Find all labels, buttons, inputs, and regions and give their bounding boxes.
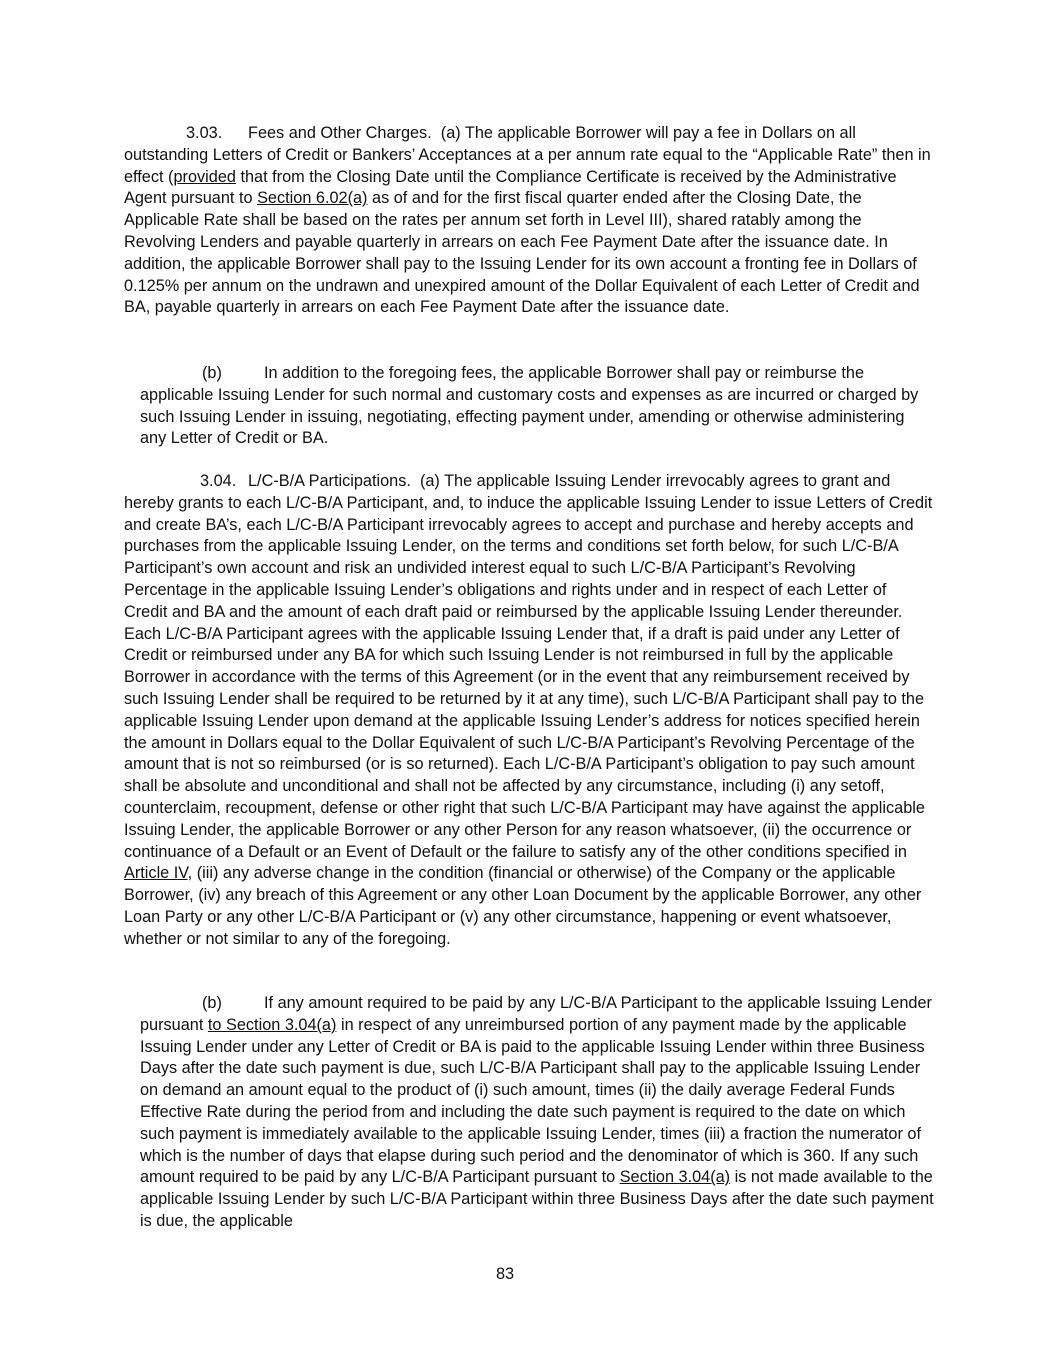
section-reference-link[interactable]: Section 6.02(a) (257, 189, 368, 208)
body-text: , (iii) any adverse change in the condition (financial or otherwise) of the Company or the applicable Borrower, (iv) any breach of this Agreement or any other Loan Document by the applicable Borrower, any other Loan Party or any other L/C-B/A Participant or (v) any other circumstance, happening or event whatsoever, whether or not similar to any of the foregoing. (124, 864, 922, 948)
body-text: in respect of any unreimbursed portion of any payment made by the applicable Issuing Lender under any Letter of Credit or BA is paid to the applicable Issuing Lender within three Business Days after the date such payment is due, such L/C-B/A Participant shall pay to the applicable Issuing Lender on demand an amount equal to the product of (i) such amount, times (ii) the daily average Federal Funds Effective Rate during the period from and including the date such payment is required to the date on which such payment is immediately available to the applicable Issuing Lender, times (iii) a fraction the numerator of which is the number of days that elapse during such period and the denominator of which is 360. If any such amount required to be paid by any L/C-B/A Participant pursuant to (140, 1015, 925, 1187)
body-text: If any amount required to be paid by any L/C-B/A Participant to the applicable Issuing Lender pursuant (140, 994, 932, 1034)
section-reference-link[interactable]: Section 3.04(a) (619, 1168, 731, 1187)
article-reference-link[interactable]: Article IV (124, 864, 188, 883)
section-heading: Fees and Other Charges. (248, 124, 432, 142)
section-3-03-paragraph-b (140, 363, 935, 450)
section-number: 3.03. (186, 124, 223, 142)
section-3-03-paragraph-a (124, 123, 934, 319)
subsection-label: (b) (202, 994, 222, 1012)
section-reference-link[interactable]: to Section 3.04(a) (207, 1015, 337, 1034)
section-number: 3.04. (200, 472, 237, 490)
provided-term: provided (173, 167, 236, 186)
body-text: (a) The applicable Borrower will pay a fee in Dollars on all outstanding Letters of Credit or Bankers’ Acceptances at a per annum rate equal to the “Applicable Rate” then in effect ( (124, 124, 931, 186)
section-3-04-paragraph-a (124, 471, 934, 951)
section-heading: L/C-B/A Participations. (248, 472, 411, 490)
body-text: In addition to the foregoing fees, the applicable Borrower shall pay or reimburse the applicable Issuing Lender for such normal and customary costs and expenses as are incurred or charged by such Issuing Lender in issuing, negotiating, effecting payment under, amending or otherwise administering any Letter of Credit or BA. (140, 364, 919, 448)
body-text: is not made available to the applicable Issuing Lender by such L/C-B/A Participant within three Business Days after the date such payment is due, the applicable (140, 1168, 934, 1230)
body-text: that from the Closing Date until the Compliance Certificate is received by the Administrative Agent pursuant to (124, 167, 897, 208)
page-number: 83 (495, 1265, 515, 1283)
body-text: as of and for the first fiscal quarter ended after the Closing Date, the Applicable Rate shall be based on the rates per annum set forth in Level III), shared ratably among the Revolving Lenders and payable quarterly in arrears on each Fee Payment Date after the issuance date. In addition, the applicable Borrower shall pay to the Issuing Lender for its own account a fronting fee in Dollars of 0.125% per annum on the undrawn and unexpired amount of the Dollar Equivalent of each Letter of Credit and BA, payable quarterly in arrears on each Fee Payment Date after the issuance date. (124, 189, 920, 317)
section-3-04-paragraph-b (140, 993, 935, 1233)
body-text: (a) The applicable Issuing Lender irrevocably agrees to grant and hereby grants to each L/C-B/A Participant, and, to induce the applicable Issuing Lender to issue Letters of Credit and create BA’s, each L/C-B/A Participant irrevocably agrees to accept and purchase and hereby accepts and purchases from the applicable Issuing Lender, on the terms and conditions set forth below, for such L/C-B/A Participant’s own account and risk an undivided interest equal to such L/C-B/A Participant’s Revolving Percentage in the applicable Issuing Lender’s obligations and rights under and in respect of each Letter of Credit and BA and the amount of each draft paid or reimbursed by the applicable Issuing Lender thereunder. Each L/C-B/A Participant agrees with the applicable Issuing Lender that, if a draft is paid under any Letter of Credit or reimbursed under any BA for which such Issuing Lender is not reimbursed in full by the applicable Borrower in accordance with the terms of this Agreement (or in the event that any reimbursement received by such Issuing Lender shall be required to be returned by it at any time), such L/C-B/A Participant shall pay to the applicable Issuing Lender upon demand at the applicable Issuing Lender’s address for notices specified herein the amount in Dollars equal to the Dollar Equivalent of such L/C-B/A Participant’s Revolving Percentage of the amount that is not so reimbursed (or is so returned). Each L/C-B/A Participant’s obligation to pay such amount shall be absolute and unconditional and shall not be affected by any circumstance, including (i) any setoff, counterclaim, recoupment, defense or other right that such L/C-B/A Participant may have against the applicable Issuing Lender, the applicable Borrower or any other Person for any reason whatsoever, (ii) the occurrence or continuance of a Default or an Event of Default or the failure to satisfy any of the other conditions specified in (124, 472, 933, 861)
subsection-label: (b) (202, 364, 222, 382)
